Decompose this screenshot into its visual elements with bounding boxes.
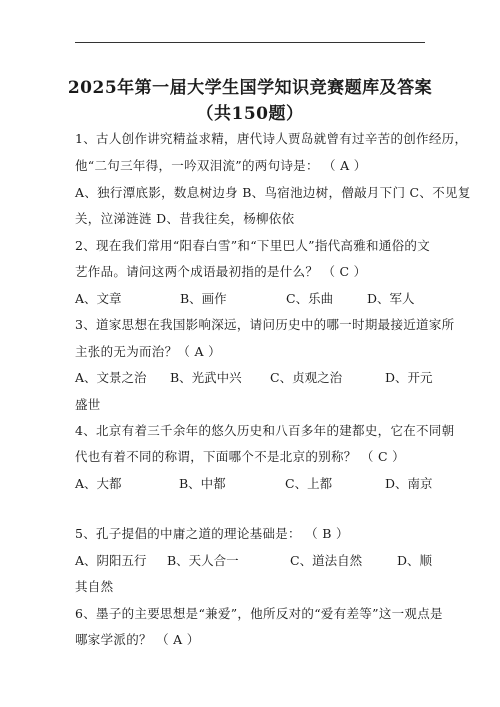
question-1-text-cont: 他“二句三年得，一吟双泪流”的两句诗是： （ A ） [75,158,367,173]
question-6-text-cont: 哪家学派的？ （ A ） [75,632,200,647]
question-3-option-d: D、开元 [385,370,433,385]
question-2-text: 2、现在我们常用“阳春白雪”和“下里巴人”指代高雅和通俗的文 [75,238,431,253]
question-3-option-c: C、贞观之治 [270,370,343,385]
question-1-options: A、独行潭底影，数息树边身 B、鸟宿池边树，僧敲月下门 C、不见复 [75,185,471,200]
question-5-option-a: A、阴阳五行 [75,553,147,568]
question-6-text: 6、墨子的主要思想是“兼爱”，他所反对的“爱有差等”这一观点是 [75,606,443,621]
document-subtitle: （共150题） [196,104,304,124]
question-5-option-b: B、天人合一 [167,553,239,568]
question-1-options-cont: 关，泣涕涟涟 D、昔我往矣，杨柳依依 [75,211,295,226]
question-5-option-c: C、道法自然 [290,553,363,568]
question-4-option-d: D、南京 [385,476,433,491]
question-4-text: 4、北京有着三千余年的悠久历史和八百多年的建都史，它在不同朝 [75,423,455,438]
question-3-option-a: A、文景之治 [75,370,147,385]
question-4-text-cont: 代也有着不同的称谓，下面哪个不是北京的别称？ （ C ） [75,449,405,464]
question-2-option-b: B、画作 [180,291,227,306]
question-4-option-a: A、大都 [75,476,122,491]
question-5-option-d-cont: 其自然 [75,579,114,594]
header-rule [75,42,425,43]
question-3-option-b: B、光武中兴 [170,370,242,385]
question-2-option-d: D、军人 [367,291,415,306]
question-2-text-cont: 艺作品。请问这两个成语最初指的是什么？ （ C ） [75,264,367,279]
question-3-text-cont: 主张的无为而治？（ A ） [75,344,221,359]
question-5-text: 5、孔子提倡的中庸之道的理论基础是： （ B ） [75,526,349,541]
question-3-text: 3、道家思想在我国影响深远，请问历史中的哪一时期最接近道家所 [75,317,455,332]
question-4-option-b: B、中都 [179,476,226,491]
question-3-option-d-cont: 盛世 [75,397,101,412]
document-title: 2025年第一届大学生国学知识竞赛题库及答案 [67,78,433,98]
question-4-option-c: C、上都 [285,476,333,491]
question-2-option-a: A、文章 [75,291,122,306]
question-5-option-d: D、顺 [397,553,433,568]
question-1-text: 1、古人创作讲究精益求精，唐代诗人贾岛就曾有过辛苦的创作经历， [75,131,468,146]
question-2-option-c: C、乐曲 [286,291,334,306]
